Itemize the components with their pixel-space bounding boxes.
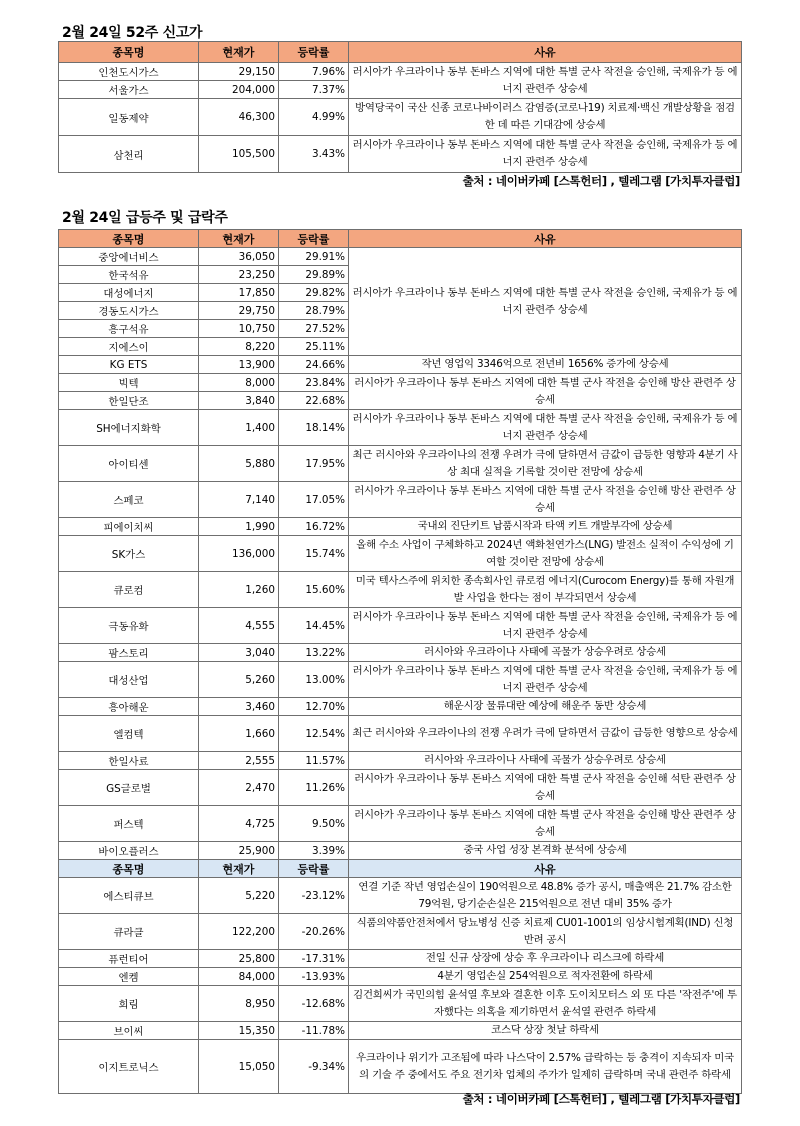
source-note: 출처 : 네이버카페 [스톡헌터] , 텔레그램 [가치투자클럽] xyxy=(462,174,740,188)
reason-cell: 러시아와 우크라이나 사태에 곡물가 상승우려로 상승세 xyxy=(349,644,742,662)
reason-cell: 러시아가 우크라이나 동부 돈바스 지역에 대한 특별 군사 작전을 승인해 방산 관련주 상승세 xyxy=(349,482,742,518)
table-row: 한국석유 23,250 29.89% xyxy=(59,266,742,284)
table-row: 대성에너지 17,850 29.82% xyxy=(59,284,742,302)
table-row: 에스티큐브 5,220 -23.12% 연결 기준 작년 영업손실이 190억원으로 48.8% 증가 공시, 매출액은 21.7% 감소한 79억원, 당기순손실은 215억원으로 전년 대비 35% 증가 xyxy=(59,878,742,914)
table-row: 한일단조 3,840 22.68% xyxy=(59,392,742,410)
header-rate: 등락률 xyxy=(279,860,349,878)
table-row: 희림 8,950 -12.68% 김건희씨가 국민의힘 윤석열 후보와 결혼한 이후 도이치모터스 외 또 다른 '작전주'에 투자했다는 의혹을 제기하면서 윤석열 관련주 하락세 xyxy=(59,986,742,1022)
reason-cell: 최근 러시아와 우크라이나의 전쟁 우려가 극에 달하면서 금값이 급등한 영향과 4분기 사상 최대 실적을 기록할 것이란 전망에 상승세 xyxy=(349,446,742,482)
reason-cell: 러시아가 우크라이나 동부 돈바스 지역에 대한 특별 군사 작전을 승인해, 국제유가 등 에너지 관련주 상승세 xyxy=(349,410,742,446)
reason-cell: 국내외 진단키트 납품시작과 타액 키트 개발부각에 상승세 xyxy=(349,518,742,536)
reason-cell: 방역당국이 국산 신종 코로나바이러스 감염증(코로나19) 치료제·백신 개발상황을 점검한 데 따른 기대감에 상승세 xyxy=(349,99,742,136)
reason-cell: 식품의약품안전처에서 당뇨병성 신증 치료제 CU01-1001의 임상시험계획(IND) 신청 반려 공시 xyxy=(349,914,742,950)
table-row: SK가스 136,000 15.74% 올해 수소 사업이 구체화하고 2024년 액화천연가스(LNG) 발전소 실적이 수익성에 기여할 것이란 전망에 상승세 xyxy=(59,536,742,572)
section1-title: 2월 24일 52주 신고가 xyxy=(62,25,203,41)
header-rate: 등락률 xyxy=(279,42,349,63)
reason-cell: 중국 사업 성장 본격화 분석에 상승세 xyxy=(349,842,742,860)
table-row: 피에이치씨 1,990 16.72% 국내외 진단키트 납품시작과 타액 키트 개발부각에 상승세 xyxy=(59,518,742,536)
header-name: 종목명 xyxy=(59,860,199,878)
reason-cell: 러시아와 우크라이나 사태에 곡물가 상승우려로 상승세 xyxy=(349,752,742,770)
falling-header-row xyxy=(59,860,742,878)
table-row: 브이씨 15,350 -11.78% 코스닥 상장 첫날 하락세 xyxy=(59,1022,742,1040)
table-row: 한일사료 2,555 11.57% 러시아와 우크라이나 사태에 곡물가 상승우려로 상승세 xyxy=(59,752,742,770)
header-rate: 등락률 xyxy=(279,230,349,248)
reason-cell: 연결 기준 작년 영업손실이 190억원으로 48.8% 증가 공시, 매출액은 21.7% 감소한 79억원, 당기순손실은 215억원으로 전년 대비 35% 증가 xyxy=(349,878,742,914)
table-row: 스페코 7,140 17.05% 러시아가 우크라이나 동부 돈바스 지역에 대한 특별 군사 작전을 승인해 방산 관련주 상승세 xyxy=(59,482,742,518)
reason-cell: 러시아가 우크라이나 동부 돈바스 지역에 대한 특별 군사 작전을 승인해 방산 관련주 상승세 xyxy=(349,374,742,410)
table-row: 흥구석유 10,750 27.52% xyxy=(59,320,742,338)
header-reason: 사유 xyxy=(349,860,742,878)
new-high-table xyxy=(58,41,742,173)
table-row: 바이오플러스 25,900 3.39% 중국 사업 성장 본격화 분석에 상승세 xyxy=(59,842,742,860)
table-row: 경동도시가스 29,750 28.79% xyxy=(59,302,742,320)
table-row: 팜스토리 3,040 13.22% 러시아와 우크라이나 사태에 곡물가 상승우려로 상승세 xyxy=(59,644,742,662)
reason-cell: 러시아가 우크라이나 동부 돈바스 지역에 대한 특별 군사 작전을 승인해 방산 관련주 상승세 xyxy=(349,806,742,842)
table-row: 대성산업 5,260 13.00% 러시아가 우크라이나 동부 돈바스 지역에 대한 특별 군사 작전을 승인해, 국제유가 등 에너지 관련주 상승세 xyxy=(59,662,742,698)
header-name: 종목명 xyxy=(59,230,199,248)
table-row: 퓨런티어 25,800 -17.31% 전일 신규 상장에 상승 후 우크라이나 리스크에 하락세 xyxy=(59,950,742,968)
table-row: 중앙에너비스 36,050 29.91% 러시아가 우크라이나 동부 돈바스 지역에 대한 특별 군사 작전을 승인해, 국제유가 등 에너지 관련주 상승세 xyxy=(59,248,742,266)
table-row: GS글로벌 2,470 11.26% 러시아가 우크라이나 동부 돈바스 지역에 대한 특별 군사 작전을 승인해 석탄 관련주 상승세 xyxy=(59,770,742,806)
reason-cell: 러시아가 우크라이나 동부 돈바스 지역에 대한 특별 군사 작전을 승인해 석탄 관련주 상승세 xyxy=(349,770,742,806)
table-row: 큐로컴 1,260 15.60% 미국 텍사스주에 위치한 종속회사인 큐로컴 에너지(Curocom Energy)를 통해 자원개발 사업을 한다는 점이 부각되면서 상승세 xyxy=(59,572,742,608)
table-row: SH에너지화학 1,400 18.14% 러시아가 우크라이나 동부 돈바스 지역에 대한 특별 군사 작전을 승인해, 국제유가 등 에너지 관련주 상승세 xyxy=(59,410,742,446)
reason-cell: 해운시장 물류대란 예상에 해운주 동반 상승세 xyxy=(349,698,742,716)
table-row: 극동유화 4,555 14.45% 러시아가 우크라이나 동부 돈바스 지역에 대한 특별 군사 작전을 승인해, 국제유가 등 에너지 관련주 상승세 xyxy=(59,608,742,644)
header-reason: 사유 xyxy=(349,230,742,248)
table-row: 이지트로닉스 15,050 -9.34% 우크라이나 위기가 고조됨에 따라 나스닥이 2.57% 급락하는 등 충격이 지속되자 미국의 기술 주 중에서도 주요 전기차 업체의 주가가 일제히 급락하며 국내 관련주 하락세 xyxy=(59,1040,742,1094)
table-row: 퍼스텍 4,725 9.50% 러시아가 우크라이나 동부 돈바스 지역에 대한 특별 군사 작전을 승인해 방산 관련주 상승세 xyxy=(59,806,742,842)
source-note: 출처 : 네이버카페 [스톡헌터] , 텔레그램 [가치투자클럽] xyxy=(462,1092,740,1106)
header-price: 현재가 xyxy=(199,42,279,63)
reason-cell: 작년 영업익 3346억으로 전년비 1656% 증가에 상승세 xyxy=(349,356,742,374)
table-row: 서울가스 204,000 7.37% xyxy=(59,81,742,99)
reason-cell: 러시아가 우크라이나 동부 돈바스 지역에 대한 특별 군사 작전을 승인해, 국제유가 등 에너지 관련주 상승세 xyxy=(349,63,742,99)
reason-cell: 미국 텍사스주에 위치한 종속회사인 큐로컴 에너지(Curocom Energy)를 통해 자원개발 사업을 한다는 점이 부각되면서 상승세 xyxy=(349,572,742,608)
movers-table xyxy=(58,229,742,1094)
table-row: 흥아해운 3,460 12.70% 해운시장 물류대란 예상에 해운주 동반 상승세 xyxy=(59,698,742,716)
table-row: 지에스이 8,220 25.11% xyxy=(59,338,742,356)
table-row: 일동제약 46,300 4.99% 방역당국이 국산 신종 코로나바이러스 감염증(코로나19) 치료제·백신 개발상황을 점검한 데 따른 기대감에 상승세 xyxy=(59,99,742,136)
reason-cell: 러시아가 우크라이나 동부 돈바스 지역에 대한 특별 군사 작전을 승인해, 국제유가 등 에너지 관련주 상승세 xyxy=(349,662,742,698)
table-row: 엔켐 84,000 -13.93% 4분기 영업손실 254억원으로 적자전환에 하락세 xyxy=(59,968,742,986)
reason-cell: 러시아가 우크라이나 동부 돈바스 지역에 대한 특별 군사 작전을 승인해, 국제유가 등 에너지 관련주 상승세 xyxy=(349,136,742,173)
reason-cell: 전일 신규 상장에 상승 후 우크라이나 리스크에 하락세 xyxy=(349,950,742,968)
table-row: KG ETS 13,900 24.66% 작년 영업익 3346억으로 전년비 1656% 증가에 상승세 xyxy=(59,356,742,374)
reason-cell: 올해 수소 사업이 구체화하고 2024년 액화천연가스(LNG) 발전소 실적이 수익성에 기여할 것이란 전망에 상승세 xyxy=(349,536,742,572)
header-price: 현재가 xyxy=(199,230,279,248)
reason-cell: 러시아가 우크라이나 동부 돈바스 지역에 대한 특별 군사 작전을 승인해, 국제유가 등 에너지 관련주 상승세 xyxy=(349,248,742,356)
reason-cell: 러시아가 우크라이나 동부 돈바스 지역에 대한 특별 군사 작전을 승인해, 국제유가 등 에너지 관련주 상승세 xyxy=(349,608,742,644)
reason-cell: 최근 러시아와 우크라이나의 전쟁 우려가 극에 달하면서 금값이 급등한 영향으로 상승세 xyxy=(349,716,742,752)
header-name: 종목명 xyxy=(59,42,199,63)
table-row: 삼천리 105,500 3.43% 러시아가 우크라이나 동부 돈바스 지역에 대한 특별 군사 작전을 승인해, 국제유가 등 에너지 관련주 상승세 xyxy=(59,136,742,173)
table-row: 아이티센 5,880 17.95% 최근 러시아와 우크라이나의 전쟁 우려가 극에 달하면서 금값이 급등한 영향과 4분기 사상 최대 실적을 기록할 것이란 전망에 상승세 xyxy=(59,446,742,482)
header-price: 현재가 xyxy=(199,860,279,878)
table-row: 엘컴텍 1,660 12.54% 최근 러시아와 우크라이나의 전쟁 우려가 극에 달하면서 금값이 급등한 영향으로 상승세 xyxy=(59,716,742,752)
reason-cell: 김건희씨가 국민의힘 윤석열 후보와 결혼한 이후 도이치모터스 외 또 다른 '작전주'에 투자했다는 의혹을 제기하면서 윤석열 관련주 하락세 xyxy=(349,986,742,1022)
reason-cell: 4분기 영업손실 254억원으로 적자전환에 하락세 xyxy=(349,968,742,986)
header-reason: 사유 xyxy=(349,42,742,63)
table-row: 큐라클 122,200 -20.26% 식품의약품안전처에서 당뇨병성 신증 치료제 CU01-1001의 임상시험계획(IND) 신청 반려 공시 xyxy=(59,914,742,950)
table-row: 빅텍 8,000 23.84% 러시아가 우크라이나 동부 돈바스 지역에 대한 특별 군사 작전을 승인해 방산 관련주 상승세 xyxy=(59,374,742,392)
table-row: 인천도시가스 29,150 7.96% 러시아가 우크라이나 동부 돈바스 지역에 대한 특별 군사 작전을 승인해, 국제유가 등 에너지 관련주 상승세 xyxy=(59,63,742,81)
reason-cell: 우크라이나 위기가 고조됨에 따라 나스닥이 2.57% 급락하는 등 충격이 지속되자 미국의 기술 주 중에서도 주요 전기차 업체의 주가가 일제히 급락하며 국내 관련주 하락세 xyxy=(349,1040,742,1094)
section2-title: 2월 24일 급등주 및 급락주 xyxy=(62,210,228,226)
reason-cell: 코스닥 상장 첫날 하락세 xyxy=(349,1022,742,1040)
